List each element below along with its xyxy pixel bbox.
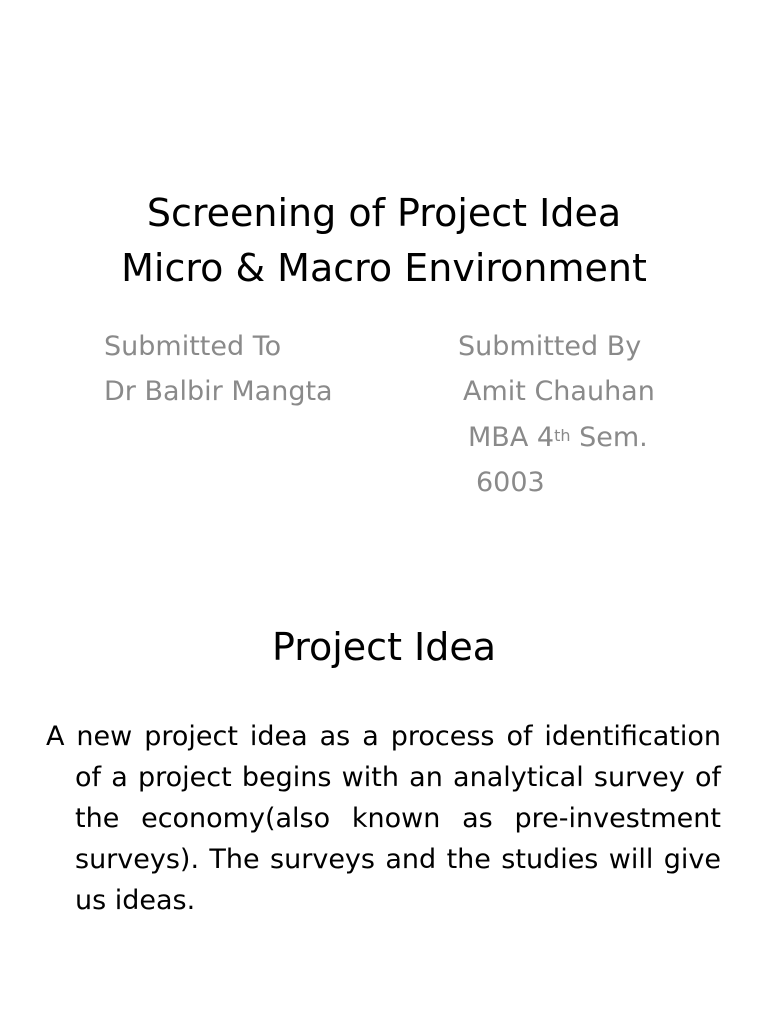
course-prefix: MBA 4 [468, 422, 555, 453]
slide-heading: Project Idea [271, 625, 497, 669]
slide-title-line-2: Micro & Macro Environment [121, 246, 647, 290]
slide-title-line-1: Screening of Project Idea [146, 191, 622, 235]
submitted-by-course [468, 421, 648, 455]
slide-paragraph: A new project idea as a process of identification of a project begins with an analytical survey of the economy(also known as pre-investment surveys). The surveys and the studies will give us ideas. [46, 721, 721, 916]
course-suffix: Sem. [570, 422, 648, 453]
submitted-to-name: Dr Balbir Mangta [104, 376, 333, 407]
submitted-by-label: Submitted By [458, 331, 642, 362]
content-slide [0, 576, 768, 1024]
submitted-to-label: Submitted To [104, 331, 282, 362]
course-superscript: th [554, 426, 571, 445]
submitted-by-name: Amit Chauhan [463, 376, 655, 407]
submitted-by-roll-number: 6003 [476, 467, 545, 498]
